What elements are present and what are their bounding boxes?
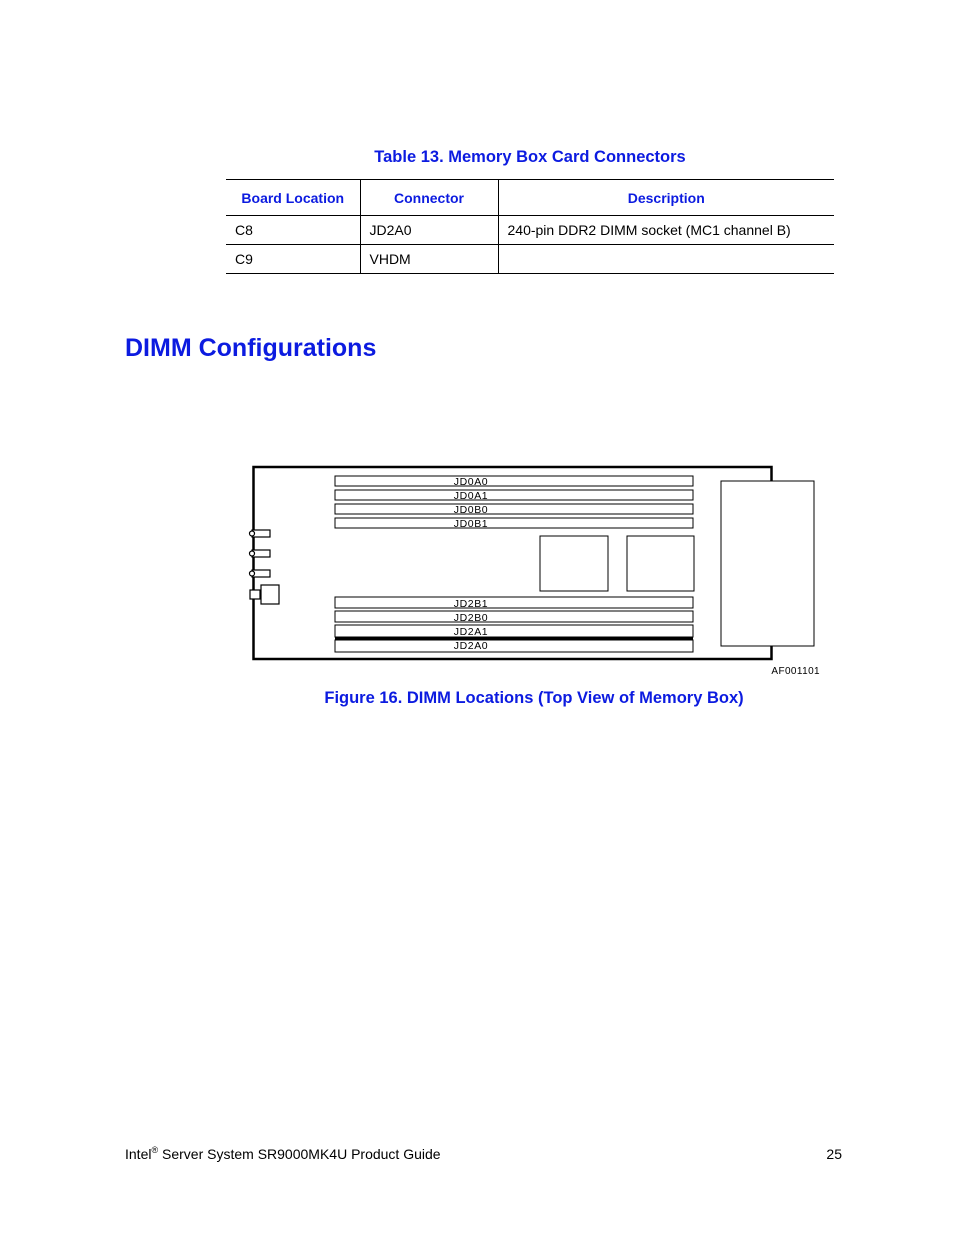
dimm-slot-jd2a0 bbox=[335, 640, 693, 652]
dimm-slots-bottom bbox=[335, 597, 693, 652]
edge-connector-pin bbox=[250, 531, 255, 536]
slot-label: JD0A1 bbox=[453, 490, 489, 502]
cell-connector: JD2A0 bbox=[360, 216, 498, 245]
vhdm-connector bbox=[721, 481, 814, 646]
section-heading: DIMM Configurations bbox=[125, 334, 377, 362]
memory-controller-chip bbox=[540, 536, 608, 591]
dimm-slot-jd0b1 bbox=[335, 518, 693, 528]
cell-connector: VHDM bbox=[360, 245, 498, 274]
slot-label: JD2A1 bbox=[453, 626, 489, 638]
memory-controller-chip bbox=[627, 536, 694, 591]
page-number: 25 bbox=[826, 1146, 842, 1162]
dimm-slot-jd0a1 bbox=[335, 490, 693, 500]
slot-label: JD0A0 bbox=[453, 476, 489, 488]
footer-document-title bbox=[125, 1145, 441, 1162]
header-description: Description bbox=[498, 180, 834, 216]
dimm-slot-jd2b0 bbox=[335, 611, 693, 622]
dimm-slots-top bbox=[335, 476, 693, 528]
art-id-label: AF001101 bbox=[771, 666, 820, 677]
dimm-slot-jd2b1 bbox=[335, 597, 693, 608]
cell-board-location: C9 bbox=[226, 245, 360, 274]
footer-brand: Intel bbox=[125, 1146, 152, 1162]
edge-connector-block bbox=[261, 585, 279, 604]
slot-label: JD2A0 bbox=[453, 640, 489, 652]
dimm-slot-jd0b0 bbox=[335, 504, 693, 514]
cell-description: 240-pin DDR2 DIMM socket (MC1 channel B) bbox=[498, 216, 834, 245]
dimm-slot-jd2a1 bbox=[335, 625, 693, 637]
cell-board-location: C8 bbox=[226, 216, 360, 245]
footer-title-text: Server System SR9000MK4U Product Guide bbox=[158, 1146, 441, 1162]
header-connector: Connector bbox=[360, 180, 498, 216]
edge-connector-pin bbox=[250, 551, 255, 556]
table-caption: Table 13. Memory Box Card Connectors bbox=[374, 148, 686, 166]
edge-connector bbox=[250, 590, 260, 599]
slot-label: JD0B0 bbox=[453, 504, 489, 516]
slot-label: JD2B0 bbox=[453, 612, 489, 624]
slot-label: JD0B1 bbox=[453, 518, 489, 530]
header-board-location: Board Location bbox=[226, 180, 360, 216]
registered-trademark: ® bbox=[151, 1145, 159, 1155]
dimm-slot-jd0a0 bbox=[335, 476, 693, 486]
slot-label: JD2B1 bbox=[453, 598, 489, 610]
edge-connector-pin bbox=[250, 571, 255, 576]
figure-caption: Figure 16. DIMM Locations (Top View of Memory Box) bbox=[324, 689, 744, 707]
dimm-slot-jd2a0-highlight bbox=[335, 637, 693, 640]
